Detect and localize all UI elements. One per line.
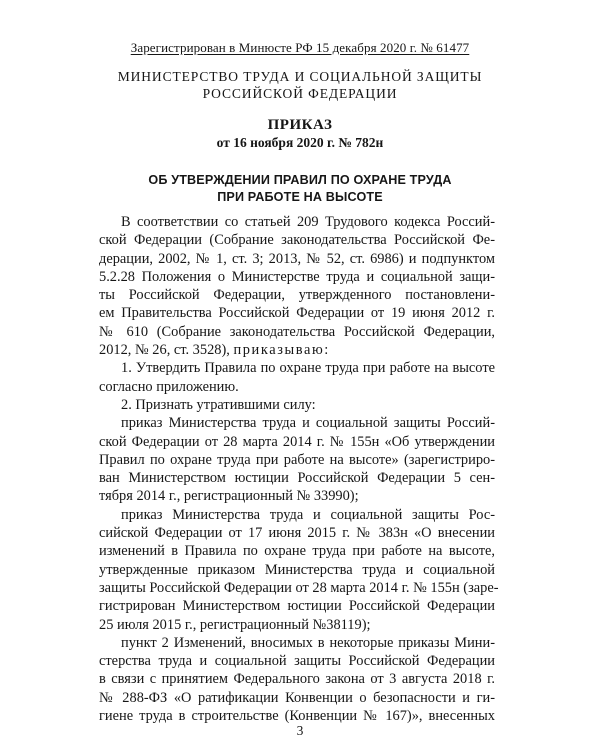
order-date: от 16 ноября 2020 г. № 782н <box>216 135 384 150</box>
text-line: ты Российской Федерации, утвержденного постановлени- <box>99 287 495 304</box>
ministry-line-2: РОССИЙСКОЙ ФЕДЕРАЦИИ <box>202 86 398 101</box>
paragraph-item-1 <box>99 359 495 396</box>
paragraph-repealed-1 <box>99 414 495 505</box>
text-line: тября 2014 г., регистрационный № 33990); <box>99 488 359 505</box>
text-line: сийской Федерации от 17 июня 2015 г. № 383н «О внесении <box>99 525 495 542</box>
text-line: изменений в Правила по охране труда при работе на высоте, <box>99 543 495 560</box>
text-line: № 288-ФЗ «О ратификации Конвенции о безопасности и ги- <box>99 689 495 706</box>
ministry-name <box>0 68 600 102</box>
text-line: ван Министерством юстиции Российской Федерации 5 сен- <box>99 470 495 487</box>
text-line: 5.2.28 Положения о Министерстве труда и социальной защи- <box>99 268 495 285</box>
text-line: гиене труда в строительстве (Конвенции № 167)», внесенных <box>99 708 495 725</box>
paragraph-preamble <box>99 213 495 359</box>
text-line: стерства труда и социальной защиты Российской Федерации <box>99 653 495 670</box>
text-line: 25 июля 2015 г., регистрационный №38119); <box>99 616 371 633</box>
text-line: 2. Признать утратившими силу: <box>121 396 316 413</box>
page-number: 3 <box>296 723 304 738</box>
text-line: дерации, 2002, № 1, ст. 3; 2013, № 52, ст. 6986) и подпунктом <box>99 250 495 267</box>
paragraph-repealed-3 <box>99 634 495 725</box>
order-body <box>99 213 499 725</box>
text-line: пункт 2 Изменений, вносимых в некоторые приказы Мини- <box>121 634 495 651</box>
paragraph-item-2 <box>99 396 495 414</box>
registration-note: Зарегистрирован в Минюсте РФ 15 декабря 2020 г. № 61477 <box>130 40 470 55</box>
text-line: № 610 (Собрание законодательства Российской Федерации, <box>99 323 495 340</box>
heading-line-1: ОБ УТВЕРЖДЕНИИ ПРАВИЛ ПО ОХРАНЕ ТРУДА <box>148 173 452 187</box>
text-line: приказ Министерства труда и социальной защиты Россий- <box>121 415 495 432</box>
text-line: приказ Министерства труда и социальной защиты Рос- <box>121 506 495 523</box>
text-line: ем Правительства Российской Федерации от 19 июня 2012 г. <box>99 305 495 322</box>
text-line: ской Федерации от 28 марта 2014 г. № 155н «Об утверждении <box>99 433 495 450</box>
document-heading <box>0 172 600 206</box>
paragraph-repealed-2 <box>99 506 499 634</box>
order-title: ПРИКАЗ <box>267 117 333 133</box>
text-line: гистрирован Министерством юстиции Российской Федерации <box>99 598 495 615</box>
text-line: защиты Российской Федерации от 28 марта 2014 г. № 155н (заре- <box>99 579 499 596</box>
text-line: 1. Утвердить Правила по охране труда при работе на высоте <box>121 360 495 377</box>
text-line: В соответствии со статьей 209 Трудового кодекса Россий- <box>121 214 495 230</box>
text-line: согласно приложению. <box>99 378 239 395</box>
text-line: Правил по охране труда при работе на высоте» (зарегистриро- <box>99 451 495 468</box>
text-line: в связи с принятием Федерального закона от 3 августа 2018 г. <box>99 671 495 688</box>
heading-line-2: ПРИ РАБОТЕ НА ВЫСОТЕ <box>217 190 383 204</box>
ministry-line-1: МИНИСТЕРСТВО ТРУДА И СОЦИАЛЬНОЙ ЗАЩИТЫ <box>117 69 483 84</box>
text-line: ской Федерации (Собрание законодательства Российской Фе- <box>99 232 495 249</box>
text-line <box>99 341 495 359</box>
text-line: утвержденные приказом Министерства труда и социальной <box>99 561 495 578</box>
order-verb: приказываю: <box>233 342 330 359</box>
text-fragment: 2012, № 26, ст. 3528), <box>99 342 234 359</box>
